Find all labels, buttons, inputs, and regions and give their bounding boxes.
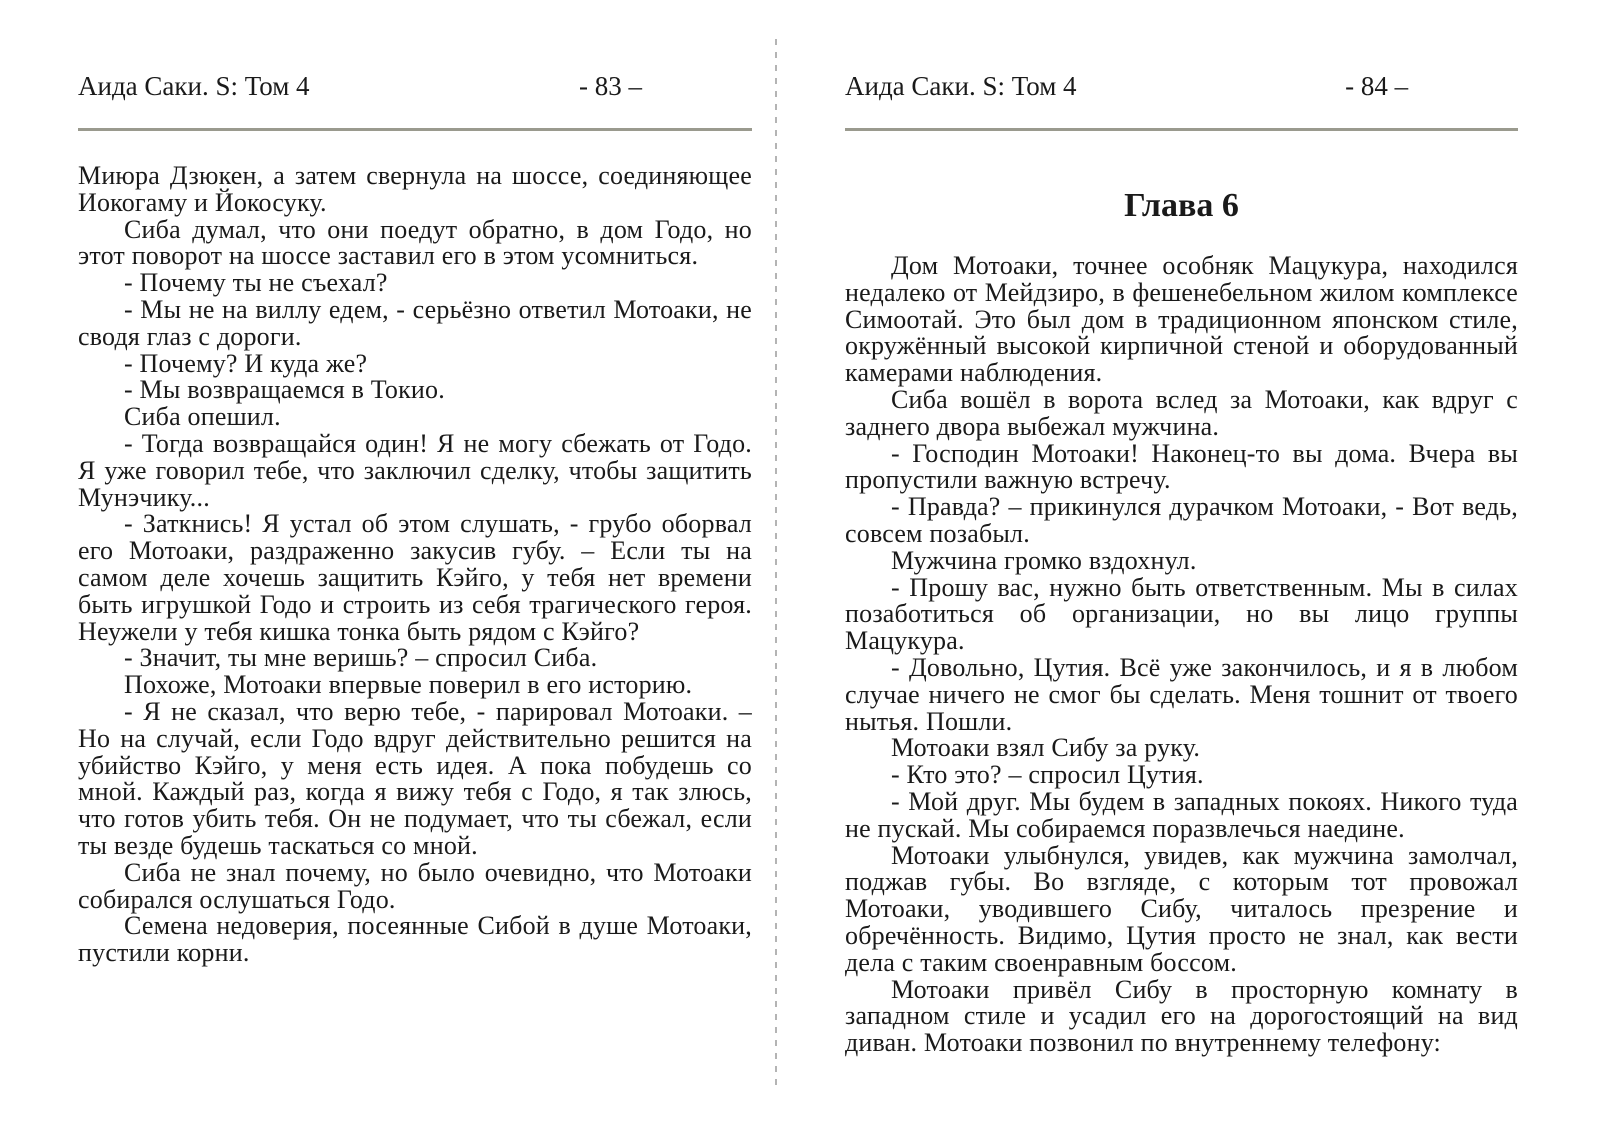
paragraph: Сиба опешил.: [124, 402, 281, 432]
book-title: Аида Саки. S: Том 4: [78, 71, 310, 101]
paragraph: Похоже, Мотоаки впервые поверил в его историю.: [124, 670, 693, 700]
paragraph: Дом Мотоаки, точнее особняк Мацукура, находился недалеко от Мейдзиро, в фешенебельном жилом комплексе Симоотай. Это был дом в традиционном японском стиле, окружённый высокой кирпичной стеной и оборудованный камерами наблюдения.: [845, 251, 1518, 388]
header-rule: [78, 128, 752, 131]
paragraph: Мотоаки привёл Сибу в просторную комнату в западном стиле и усадил его на дорогостоящий на вид диван. Мотоаки позвонил по внутреннему телефону:: [845, 974, 1518, 1058]
paragraph: Мотоаки улыбнулся, увидев, как мужчина замолчал, поджав губы. Во взгляде, с которым тот провожал Мотоаки, уводившего Сибу, читалось презрение и обречённость. Видимо, Цутия просто не знал, как вести дела с таким своенравным боссом.: [845, 840, 1518, 977]
paragraph: - Тогда возвращайся один! Я не могу сбежать от Годо. Я уже говорил тебе, что заключил сделку, чтобы защитить Мунэчику...: [78, 428, 752, 512]
paragraph: Сиба думал, что они поедут обратно, в дом Годо, но этот поворот на шоссе заставил его в этом усомниться.: [78, 214, 752, 271]
paragraph: Семена недоверия, посеянные Сибой в душе Мотоаки, пустили корни.: [78, 911, 752, 968]
book-title: Аида Саки. S: Том 4: [845, 71, 1077, 101]
paragraph: - Мы не на виллу едем, - серьёзно ответил Мотоаки, не сводя глаз с дороги.: [78, 294, 752, 351]
left-page: [78, 0, 752, 967]
paragraph: - Значит, ты мне веришь? – спросил Сиба.: [124, 643, 598, 673]
paragraph: Миюра Дзюкен, а затем свернула на шоссе, соединяющее Иокогаму и Йокосуку.: [78, 161, 752, 217]
paragraph: - Заткнись! Я устал об этом слушать, - грубо оборвал его Мотоаки, раздраженно закусив губу. – Если ты на самом деле хочешь защитить Кэйго, у тебя нет времени быть игрушкой Годо и строить из себя трагического героя. Неужели у тебя кишка тонка быть рядом с Кэйго?: [78, 509, 752, 646]
chapter-title: Глава 6: [1124, 187, 1239, 224]
paragraph: - Я не сказал, что верю тебе, - парировал Мотоаки. – Но на случай, если Годо вдруг действительно решится на убийство Кэйго, у меня есть идея. А пока побудешь со мной. Каждый раз, когда я вижу тебя с Годо, я так злюсь, что готов убить тебя. Он не подумает, что ты сбежал, если ты везде будешь таскаться со мной.: [78, 696, 752, 860]
running-header: [845, 71, 1518, 101]
page-number: - 84 –: [1345, 71, 1409, 101]
paragraph: Мотоаки взял Сибу за руку.: [891, 733, 1201, 763]
paragraph: - Кто это? – спросил Цутия.: [891, 760, 1204, 790]
paragraph: Мужчина громко вздохнул.: [891, 545, 1197, 575]
page-divider: [775, 39, 777, 1092]
paragraph: - Мы возвращаемся в Токио.: [124, 375, 445, 405]
paragraph: Сиба не знал почему, но было очевидно, что Мотоаки собирался ослушаться Годо.: [78, 857, 752, 914]
paragraph: Сиба вошёл в ворота вслед за Мотоаки, как вдруг с заднего двора выбежал мужчина.: [845, 384, 1518, 441]
page-body: [845, 253, 1518, 1057]
paragraph: - Прошу вас, нужно быть ответственным. Мы в силах позаботиться об организации, но вы лицо группы Мацукура.: [845, 572, 1518, 656]
paragraph: - Господин Мотоаки! Наконец-то вы дома. Вчера вы пропустили важную встречу.: [845, 438, 1518, 495]
paragraph: - Мой друг. Мы будем в западных покоях. Никого туда не пускай. Мы собираемся поразвлечься наедине.: [845, 786, 1518, 843]
paragraph: - Почему ты не съехал?: [124, 268, 388, 298]
page-number: - 83 –: [578, 71, 642, 101]
paragraph: - Почему? И куда же?: [124, 348, 368, 378]
paragraph: - Правда? – прикинулся дурачком Мотоаки, - Вот ведь, совсем позабыл.: [845, 492, 1518, 548]
right-page: [845, 0, 1518, 1057]
header-rule: [845, 128, 1518, 131]
paragraph: - Довольно, Цутия. Всё уже закончилось, и я в любом случае ничего не смог бы сделать. Меня тошнит от твоего нытья. Пошли.: [845, 652, 1518, 736]
running-header: [78, 71, 752, 101]
page-body: [78, 163, 752, 967]
